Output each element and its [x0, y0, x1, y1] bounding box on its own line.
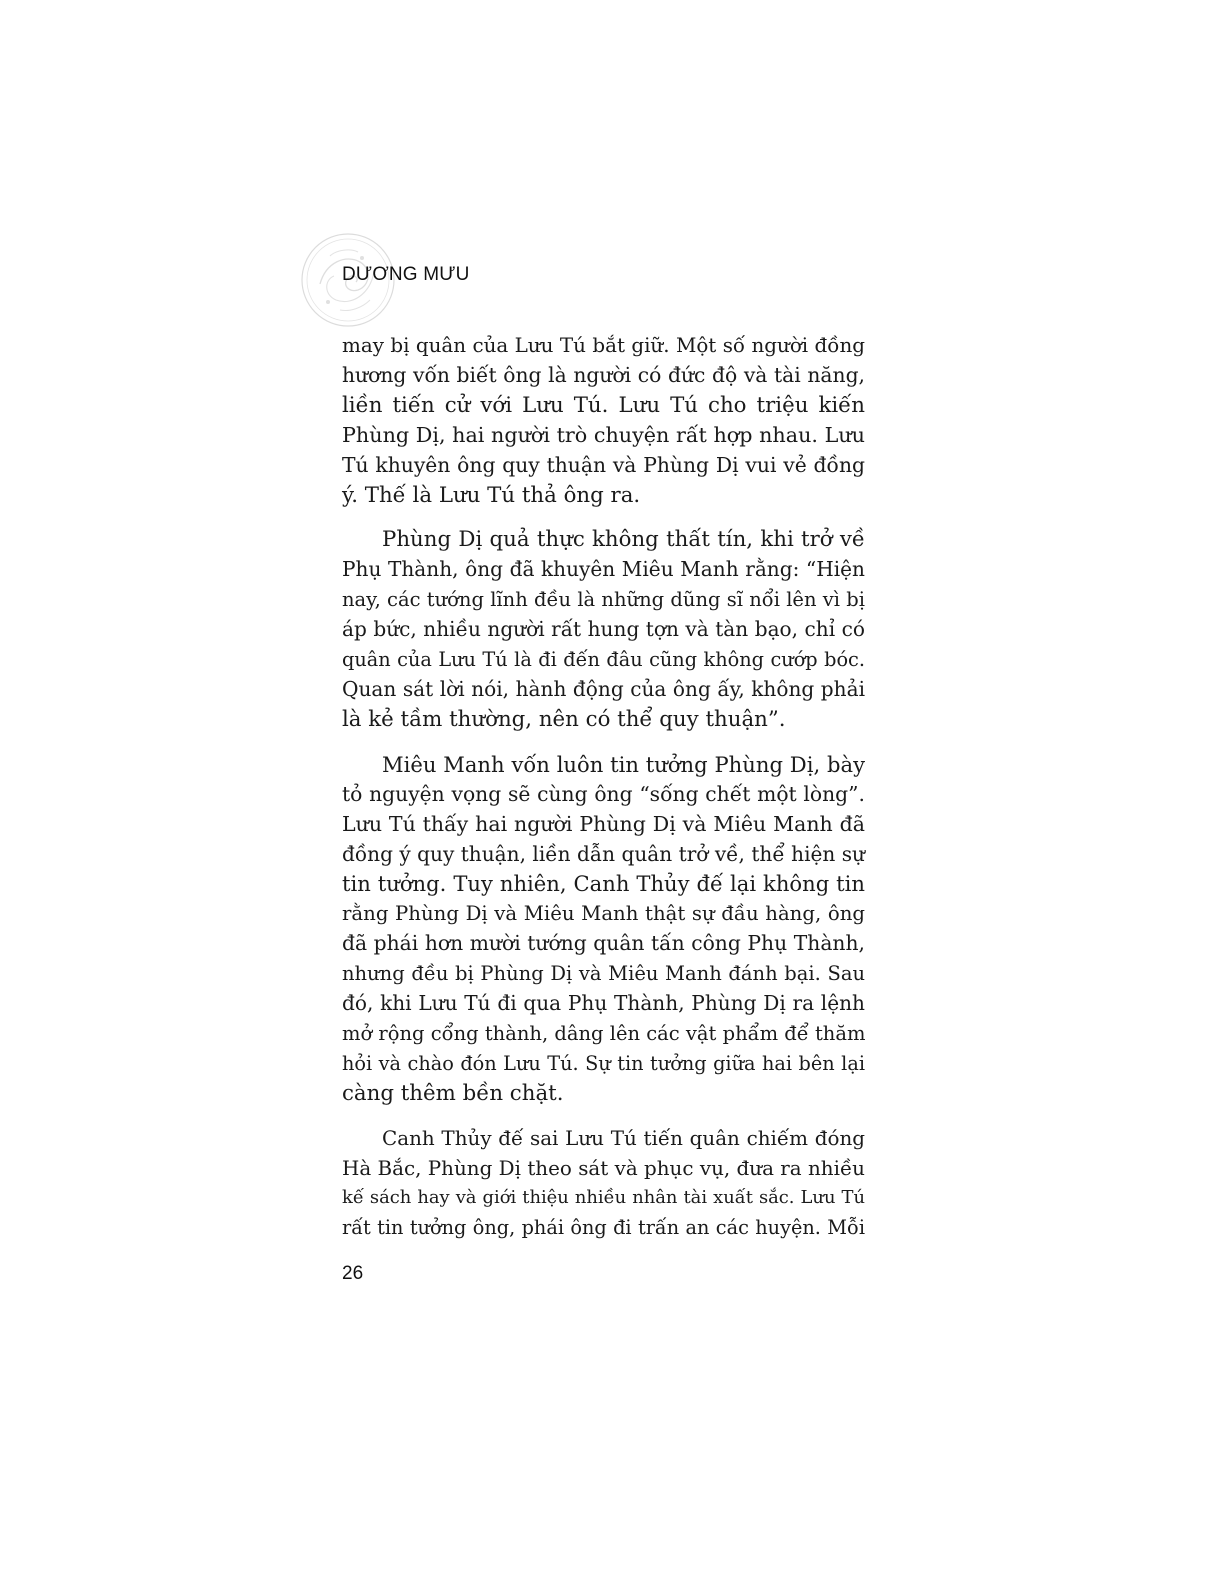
- text-line: Phùng Dị, hai người trò chuyện rất hợp nhau. Lưu: [342, 422, 865, 447]
- text-line: liền tiến cử với Lưu Tú. Lưu Tú cho triệu kiến: [342, 392, 865, 418]
- text-line: Hà Bắc, Phùng Dị theo sát và phục vụ, đưa ra nhiều: [342, 1156, 865, 1180]
- paragraph: [342, 750, 865, 1109]
- text-line: nay, các tướng lĩnh đều là những dũng sĩ nổi lên vì bị: [342, 588, 865, 612]
- text-line: tin tưởng. Tuy nhiên, Canh Thủy đế lại không tin: [342, 871, 865, 897]
- text-line: đã phái hơn mười tướng quân tấn công Phụ Thành,: [342, 931, 865, 956]
- text-line: càng thêm bền chặt.: [342, 1080, 564, 1106]
- text-line: nhưng đều bị Phùng Dị và Miêu Manh đánh bại. Sau: [342, 962, 865, 986]
- text-line: mở rộng cổng thành, dâng lên các vật phẩm để thăm: [342, 1021, 866, 1045]
- paragraph: [342, 331, 865, 510]
- text-line: Canh Thủy đế sai Lưu Tú tiến quân chiếm đóng: [382, 1126, 865, 1150]
- text-line: hương vốn biết ông là người có đức độ và tài năng,: [342, 362, 865, 387]
- text-line: kế sách hay và giới thiệu nhiều nhân tài xuất sắc. Lưu Tú: [342, 1187, 865, 1209]
- text-line: Phụ Thành, ông đã khuyên Miêu Manh rằng: “Hiện: [342, 557, 865, 582]
- text-line: rất tin tưởng ông, phái ông đi trấn an các huyện. Mỗi: [342, 1216, 865, 1240]
- text-line: Tú khuyên ông quy thuận và Phùng Dị vui vẻ đồng: [342, 452, 865, 477]
- paragraph: [342, 525, 865, 734]
- paragraph-spacer: [342, 510, 865, 525]
- text-line: là kẻ tầm thường, nên có thể quy thuận”.: [342, 706, 786, 732]
- text-line: Phùng Dị quả thực không thất tín, khi trở về: [382, 527, 865, 553]
- text-line: Miêu Manh vốn luôn tin tưởng Phùng Dị, bày: [382, 751, 865, 777]
- text-line: đồng ý quy thuận, liền dẫn quân trở về, thể hiện sự: [342, 841, 865, 866]
- body-text: [342, 331, 865, 1243]
- text-line: tỏ nguyện vọng sẽ cùng ông “sống chết một lòng”.: [342, 781, 865, 806]
- text-line: đó, khi Lưu Tú đi qua Phụ Thành, Phùng Dị ra lệnh: [342, 991, 865, 1016]
- text-line: quân của Lưu Tú là đi đến đâu cũng không cướp bóc.: [342, 648, 865, 672]
- running-header-title: DƯƠNG MƯU: [342, 264, 470, 285]
- page-number: 26: [342, 1263, 364, 1284]
- paragraph: [342, 1124, 865, 1244]
- text-line: ý. Thế là Lưu Tú thả ông ra.: [342, 482, 641, 508]
- text-line: áp bức, nhiều người rất hung tợn và tàn bạo, chỉ có: [342, 617, 865, 642]
- text-line: may bị quân của Lưu Tú bắt giữ. Một số người đồng: [342, 334, 865, 357]
- text-line: rằng Phùng Dị và Miêu Manh thật sự đầu hàng, ông: [342, 902, 865, 926]
- text-line: hỏi và chào đón Lưu Tú. Sự tin tưởng giữa hai bên lại: [342, 1051, 865, 1075]
- paragraph-spacer: [342, 735, 865, 750]
- text-line: Lưu Tú thấy hai người Phùng Dị và Miêu Manh đã: [342, 811, 865, 836]
- text-line: Quan sát lời nói, hành động của ông ấy, không phải: [342, 676, 865, 701]
- paragraph-spacer: [342, 1109, 865, 1124]
